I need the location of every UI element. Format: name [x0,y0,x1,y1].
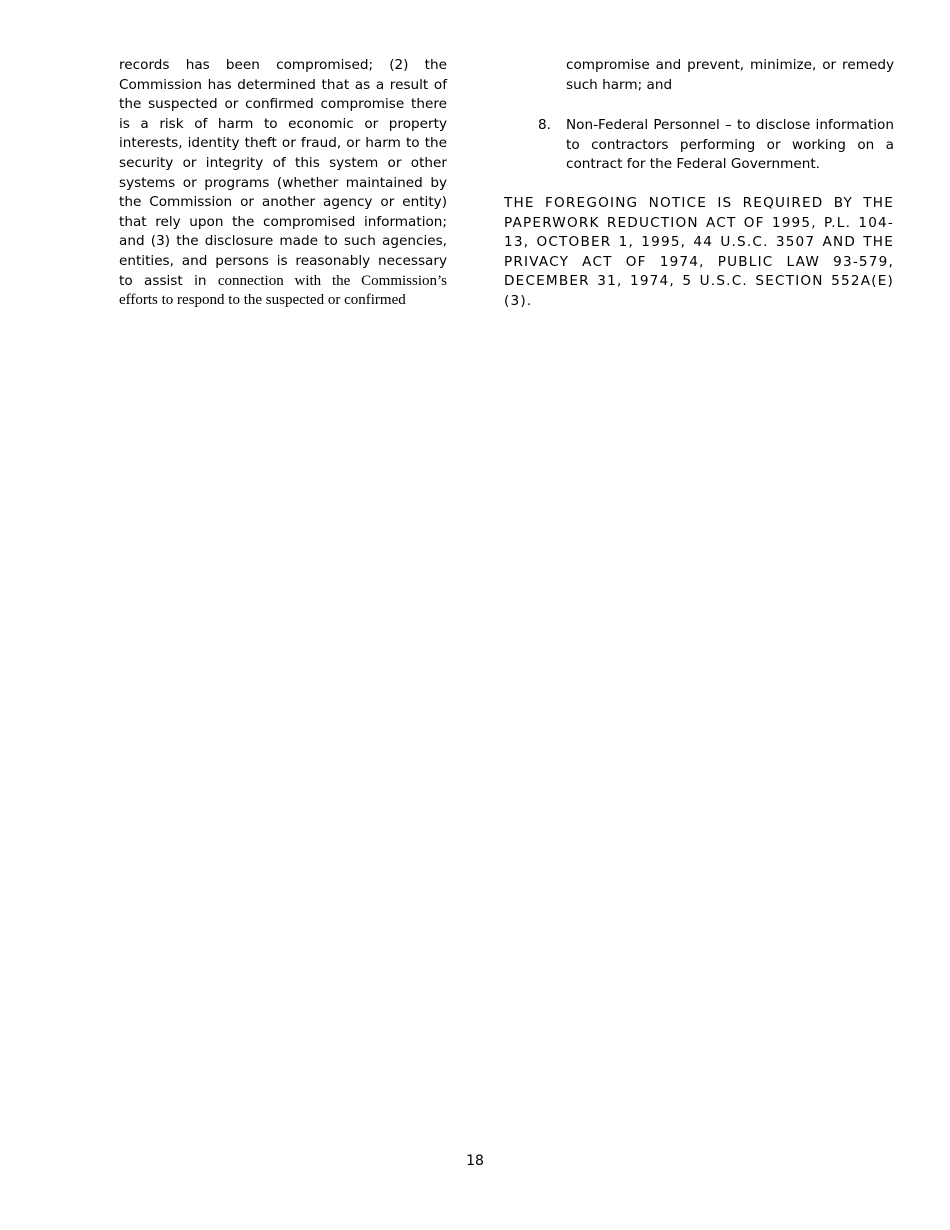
left-column-paragraph [119,56,447,311]
list-item-term: Non-Federal Personnel [566,117,720,134]
list-item-dash: – [719,117,737,134]
page-number: 18 [466,1153,484,1169]
left-column-text: records has been compromised; (2) the Commission has determined that as a result of the suspected or confirmed compromise there is a risk of harm to economic or property interests, identity theft or fraud, or harm to the security or integrity of this system or other systems or programs (whether maintained by the Commission or another agency or entity) that rely upon the compromised information; and (3) the disclosure made to such agencies, entities, and persons is reasonably necessary to assist in [119,57,447,289]
list-item-7-continuation: compromise and prevent, minimize, or remedy such harm; and [566,57,894,93]
right-column [504,56,894,312]
left-column [119,56,447,311]
list-item-8 [538,116,894,175]
left-column-text-serif: connection with the Commission’s efforts to respond to the suspected or confirmed [119,272,447,309]
legal-notice: THE FOREGOING NOTICE IS REQUIRED BY THE PAPERWORK REDUCTION ACT OF 1995, P.L. 104-13, OCTOBER 1, 1995, 44 U.S.C. 3507 AND THE PRIVACY ACT OF 1974, PUBLIC LAW 93-579, DECEMBER 31, 1974, 5 U.S.C. SECTION 552A(E)(3). [504,194,894,309]
list-item-number: 8. [538,117,551,134]
list-item-text: to disclose information to contractors performing or working on a contract for the Federal Government. [566,117,894,173]
